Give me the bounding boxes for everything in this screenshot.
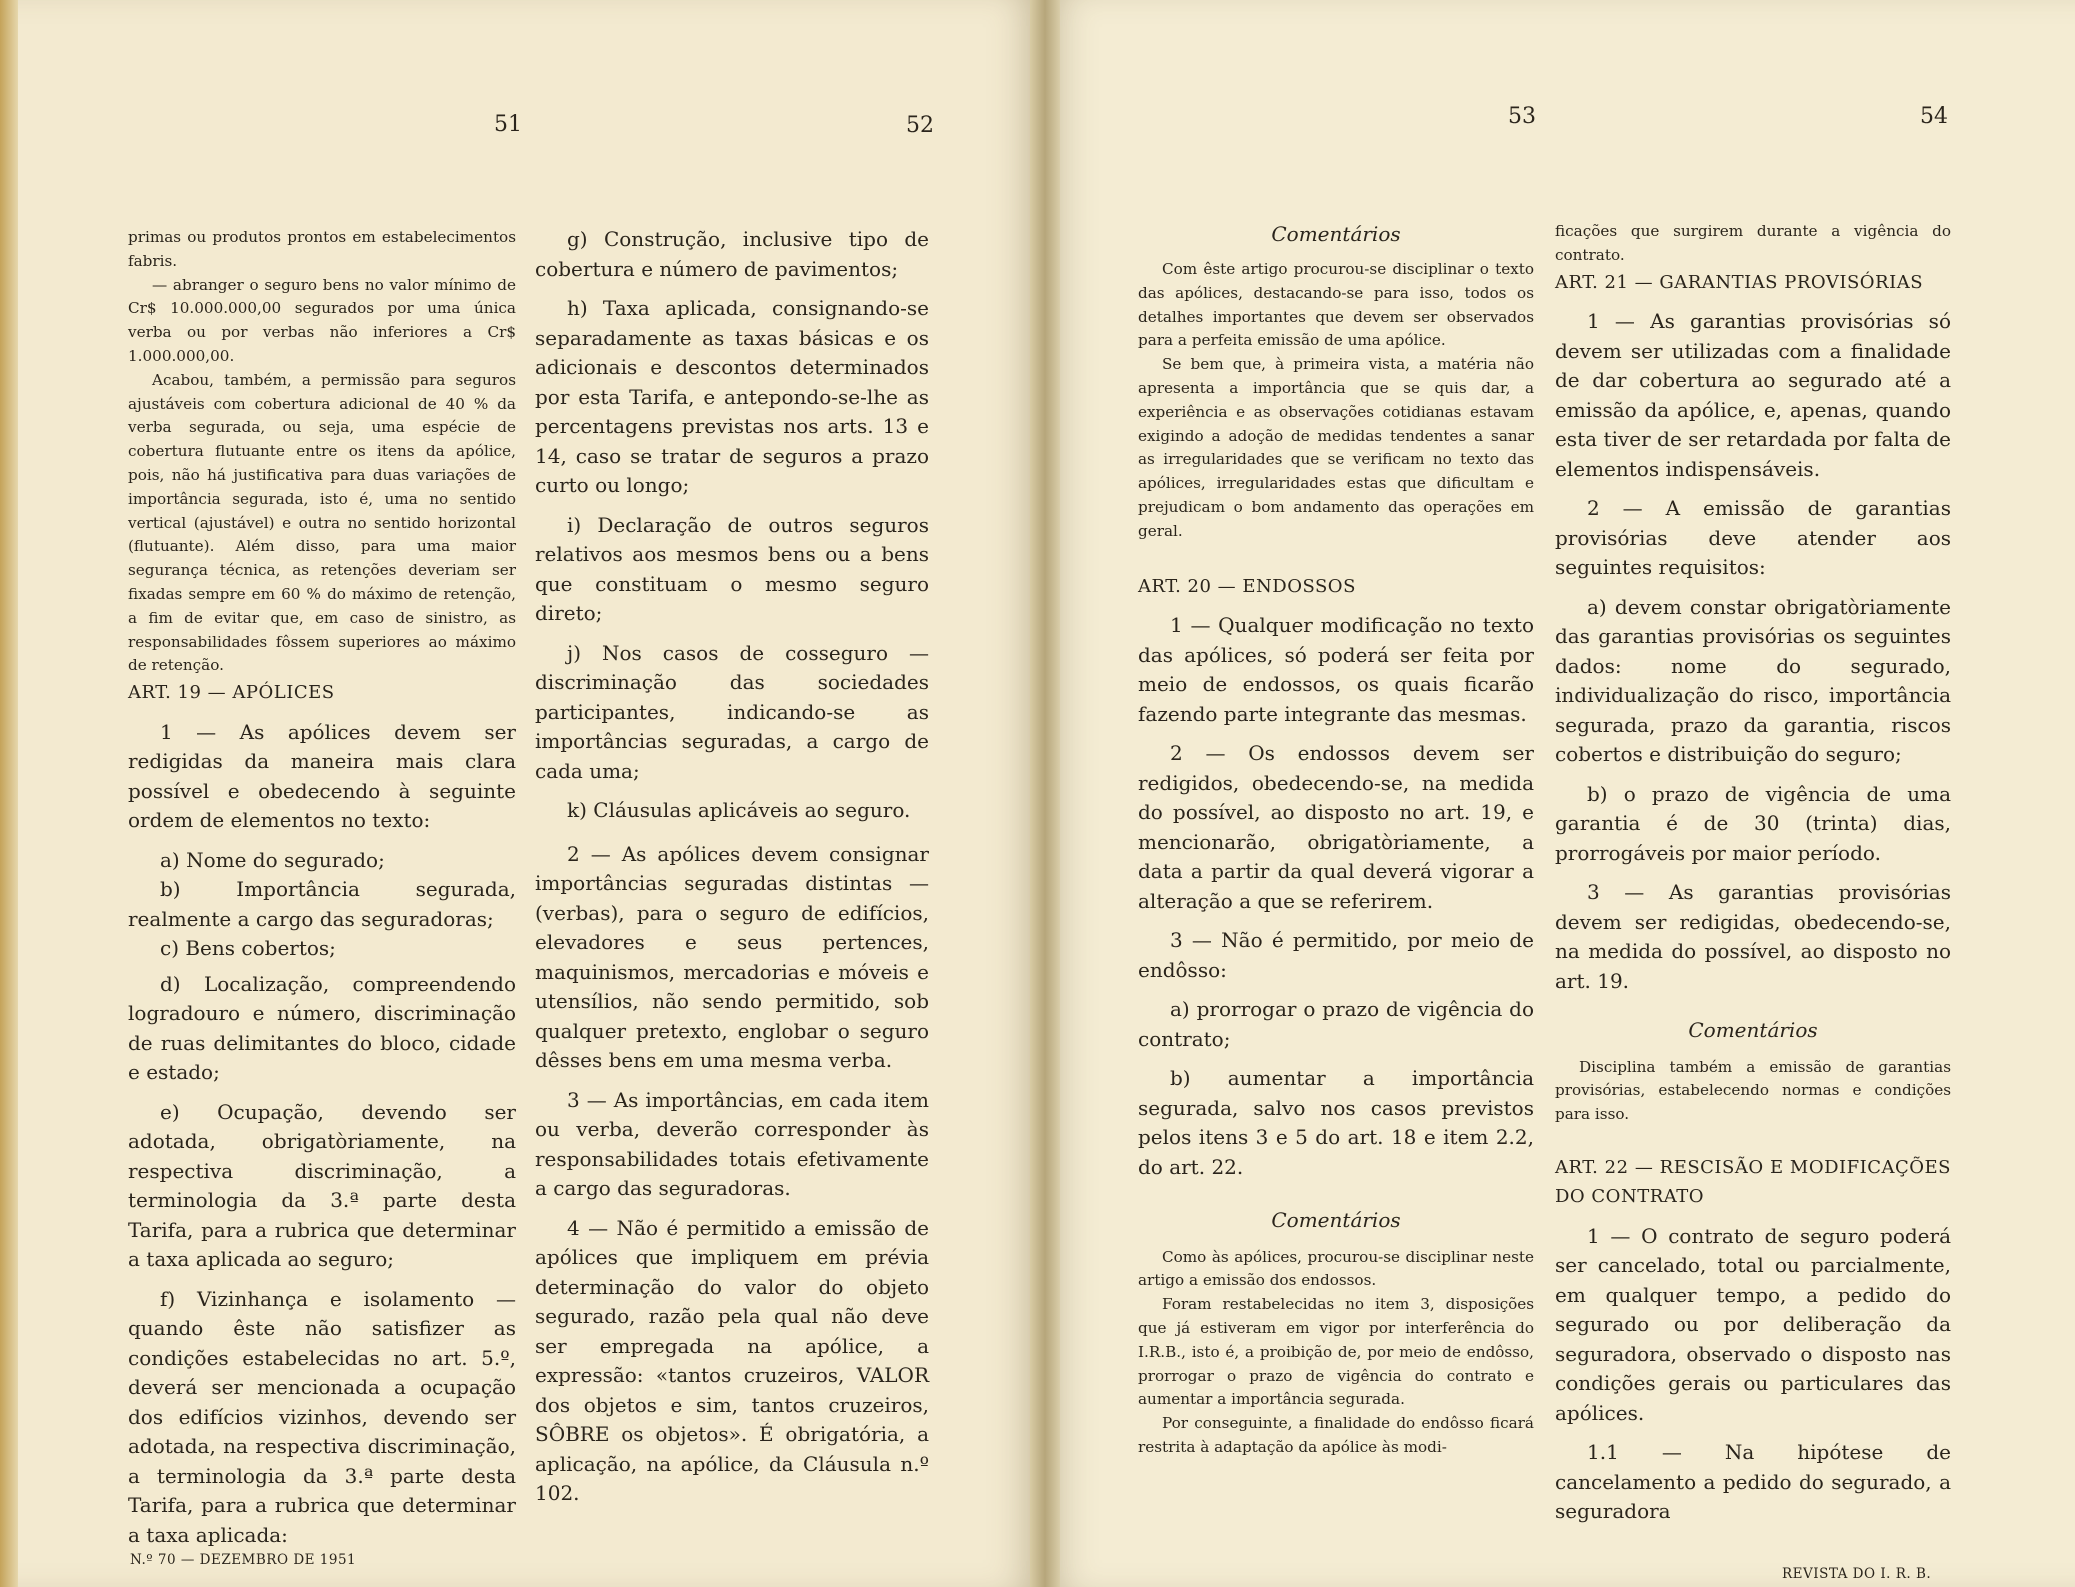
paragraph: 1 — As apólices devem ser redigidas da maneira mais clara possível e obedecendo à seguinte ordem de elementos no texto: [128, 719, 516, 833]
comments-heading: Comentários [1271, 222, 1401, 246]
paragraph: Foram restabelecidas no item 3, disposições que já estiveram em vigor por interferência do I.R.B., isto é, a proibição de, por meio de endôsso, prorrogar o prazo de vigência do contrato e aumentar a importância segurada. [1138, 1295, 1534, 1409]
paragraph: primas ou produtos prontos em estabelecimentos fabris. [128, 228, 516, 270]
paragraph: Com êste artigo procurou-se disciplinar o texto das apólices, destacando-se para isso, todos os detalhes importantes que devem ser observados para a perfeita emissão de uma apólice. [1138, 260, 1534, 350]
list-item: b) Importância segurada, realmente a cargo das seguradoras; [128, 877, 516, 931]
list-item: h) Taxa aplicada, consignando-se separadamente as taxas básicas e os adicionais e descontos determinados por esta Tarifa, e antepondo-se-lhe as percentagens previstas nos arts. 13 e 14, caso se tratar de seguros a prazo curto ou longo; [535, 296, 929, 497]
paragraph: 1 — As garantias provisórias só devem ser utilizadas com a finalidade de dar cobertura ao segurado até a emissão da apólice, e, apenas, quando esta tiver de ser retardada por falta de elementos indispensáveis. [1555, 309, 1951, 481]
paragraph: 3 — As garantias provisórias devem ser redigidas, obedecendo-se, na medida do possível, ao disposto no art. 19. [1555, 880, 1951, 993]
list-item: b) aumentar a importância segurada, salvo nos casos previstos pelos itens 3 e 5 do art. 18 e item 2.2, do art. 22. [1138, 1066, 1534, 1179]
paragraph: 3 — As importâncias, em cada item ou verba, deverão corresponder às responsabilidades totais efetivamente a cargo das seguradoras. [535, 1087, 929, 1200]
paragraph: Por conseguinte, a finalidade do endôsso ficará restrita à adaptação da apólice às modi- [1138, 1414, 1534, 1456]
article-heading: ART. 21 — GARANTIAS PROVISÓRIAS [1555, 271, 1924, 293]
paragraph: 3 — Não é permitido, por meio de endôsso: [1138, 928, 1534, 982]
paragraph: 2 — Os endossos devem ser redigidos, obedecendo-se, na medida do possível, ao disposto no art. 19, e mencionarão, obrigatòriamente, a data a partir da qual deverá vigorar a alteração a que se referirem. [1138, 741, 1534, 913]
paragraph: 4 — Não é permitido a emissão de apólices que impliquem em prévia determinação do valor do objeto segurado, razão pela qual não deve ser empregada na apólice, a expressão: «tantos cruzeiros, VALOR dos objetos e sim, tantos cruzeiros, SÔBRE os objetos». É obrigatória, a aplicação, na apólice, da Cláusula n.º 102. [535, 1215, 929, 1505]
list-item: a) prorrogar o prazo de vigência do contrato; [1138, 997, 1534, 1051]
list-item: e) Ocupação, devendo ser adotada, obrigatòriamente, na respectiva discriminação, a terminologia da 3.ª parte desta Tarifa, para a rubrica que determinar a taxa aplicada ao seguro; [128, 1099, 516, 1272]
list-item: b) o prazo de vigência de uma garantia é de 30 (trinta) dias, prorrogáveis por maior período. [1555, 781, 1951, 865]
paragraph: 2 — As apólices devem consignar importâncias seguradas distintas — (verbas), para o seguro de edifícios, elevadores e seus pertences, maquinismos, mercadorias e móveis e utensílios, não sendo permitido, sob qualquer pretexto, englobar o seguro dêsses bens em uma mesma verba. [535, 841, 929, 1072]
column-page-52 [535, 225, 929, 1519]
page-number-53: 53 [1508, 104, 1536, 129]
paragraph: Como às apólices, procurou-se disciplinar neste artigo a emissão dos endossos. [1138, 1247, 1534, 1290]
footer-journal: REVISTA DO I. R. B. [1782, 1566, 1932, 1582]
list-item: a) Nome do segurado; [160, 847, 385, 872]
book-gutter [1030, 0, 1060, 1587]
paragraph: 1 — Qualquer modificação no texto das apólices, só poderá ser feita por meio de endossos, os quais ficarão fazendo parte integrante das mesmas. [1138, 613, 1534, 726]
column-page-54 [1555, 220, 1951, 1537]
list-item: k) Cláusulas aplicáveis ao seguro. [567, 798, 911, 822]
small-text-block [128, 226, 516, 678]
paragraph: 1.1 — Na hipótese de cancelamento a pedido do segurado, a seguradora [1555, 1440, 1951, 1524]
paragraph: 1 — O contrato de seguro poderá ser cancelado, total ou parcialmente, em qualquer tempo, a pedido do segurado ou por deliberação da seguradora, observado o disposto nas condições gerais ou particulares das apólices. [1555, 1223, 1951, 1425]
page-number-54: 54 [1920, 104, 1948, 129]
page-number-52: 52 [906, 113, 934, 138]
article-heading: ART. 19 — APÓLICES [128, 682, 335, 704]
list-item: a) devem constar obrigatòriamente das garantias provisórias os seguintes dados: nome do segurado, individualização do risco, importância segurada, prazo da garantia, riscos cobertos e distribuição do seguro; [1555, 594, 1951, 767]
paragraph: Disciplina também a emissão de garantias provisórias, estabelecendo normas e condições para isso. [1555, 1057, 1951, 1124]
page-edge [0, 0, 18, 1587]
list-item: j) Nos casos de cosseguro — discriminação das sociedades participantes, indicando-se as importâncias seguradas, a cargo de cada uma; [535, 640, 929, 783]
list-item: c) Bens cobertos; [160, 936, 336, 961]
footer-issue: N.º 70 — DEZEMBRO DE 1951 [130, 1552, 357, 1568]
article-heading: ART. 20 — ENDOSSOS [1138, 575, 1356, 597]
paragraph: Acabou, também, a permissão para seguros ajustáveis com cobertura adicional de 40 % da verba segurada, ou seja, uma espécie de cobertura flutuante entre os itens da apólice, pois, não há justificativa para duas variações de importância segurada, isto é, uma no sentido vertical (ajustável) e outra no sentido horizontal (flutuante). Além disso, para uma maior segurança técnica, as retenções deveriam ser fixadas sempre em 60 % do máximo de retenção, a fim de evitar que, em caso de sinistro, as responsabilidades fôssem superiores ao máximo de retenção. [128, 370, 516, 675]
comments-heading: Comentários [1271, 1208, 1401, 1233]
paragraph: ficações que surgirem durante a vigência do contrato. [1555, 222, 1951, 264]
list-item: d) Localização, compreendendo logradouro e número, discriminação de ruas delimitantes do bloco, cidade e estado; [128, 971, 516, 1085]
list-item: i) Declaração de outros seguros relativos aos mesmos bens ou a bens que constituam o mesmo seguro direto; [535, 512, 929, 625]
list-item: f) Vizinhança e isolamento — quando êste não satisfizer as condições estabelecidas no art. 5.º, deverá ser mencionada a ocupação dos edifícios vizinhos, devendo ser adotada, na respectiva discriminação, a terminologia da 3.ª parte desta Tarifa, para a rubrica que determinar a taxa aplicada: [128, 1286, 516, 1547]
paragraph: — abranger o seguro bens no valor mínimo de Cr$ 10.000.000,00 segurados por uma única verba ou por verbas não inferiores a Cr$ 1.000.000,00. [128, 275, 516, 365]
column-page-51 [128, 226, 516, 1560]
article-heading: ART. 22 — RESCISÃO E MODIFICAÇÕES DO CONTRATO [1555, 1156, 1951, 1208]
column-page-53 [1138, 222, 1534, 1460]
page-number-51: 51 [494, 112, 522, 137]
paragraph: 2 — A emissão de garantias provisórias deve atender aos seguintes requisitos: [1555, 496, 1951, 580]
list-item: g) Construção, inclusive tipo de cobertura e número de pavimentos; [535, 227, 929, 281]
paragraph: Se bem que, à primeira vista, a matéria não apresenta a importância que se quis dar, a experiência e as observações cotidianas estavam exigindo a adoção de medidas tendentes a sanar as irregularidades que se verificam no texto das apólices, irregularidades estas que dificultam e prejudicam o bom andamento das operações em geral. [1138, 355, 1534, 540]
comments-heading: Comentários [1688, 1018, 1818, 1043]
